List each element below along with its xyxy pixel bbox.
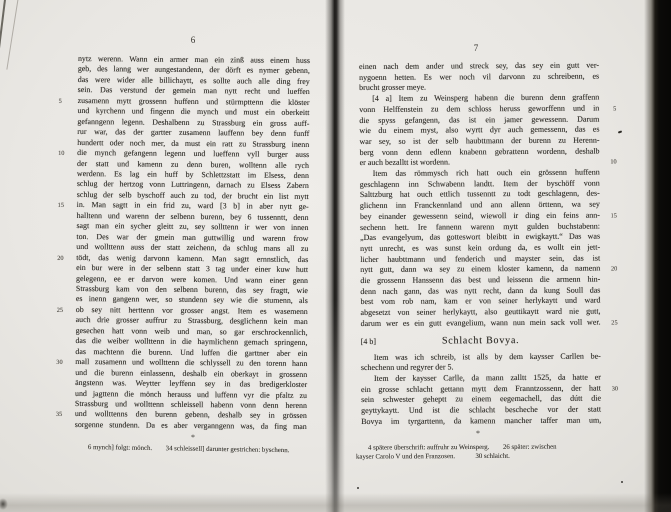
text-line-content: gefanngenn legenn. Deshalbenn zu Strassburg ein gross auff- bbox=[77, 116, 310, 128]
text-line-content: sechenn hett. Ire fannenn warenn mytt gulden buchstabenn: bbox=[359, 221, 601, 232]
text-line-content: Salttzburg hat ouch ettlich tussenntt zu todt geschlagenn, des- bbox=[359, 188, 600, 200]
text-line-content: nytz werenn. Wann ein armer man ein zinß auss einem huss bbox=[77, 54, 310, 66]
text-line-content: war sey, so ist der selb haubttmann der burenn zu Herenn- bbox=[359, 135, 600, 146]
scan-edge-line-left bbox=[0, 0, 6, 51]
text-line-content: tödt, das wenig darvonn kamenn. Man sagtt ernnstlich, das bbox=[76, 252, 309, 264]
text-line-content: sorgenne stundenn. Da es aber verganngenn was, da fing man bbox=[74, 419, 307, 431]
text-line-content: er auch bezalltt ist wordenn. bbox=[359, 157, 451, 168]
text-line-content: und wollttenn auss der statt zeichenn, da schlug mans all zu bbox=[76, 242, 309, 254]
left-page-footnote: 6 mynch] folgt: mönch. 34 schleissell] darunter gestrichen: byschenn. bbox=[87, 443, 290, 455]
line-number: 20 bbox=[57, 254, 64, 262]
text-line-content: Strassburg kam von den selbenn burenn, das sey fragtt, wie bbox=[75, 283, 308, 295]
text-line bbox=[360, 317, 618, 329]
text-line-content: nygoenn hetten. Es wer noch vil darvonn zu schreibenn, es bbox=[359, 71, 600, 82]
left-footnote-separator: * bbox=[191, 433, 195, 442]
line-number: 20 bbox=[610, 265, 618, 273]
text-line-content: und wollttenns den burenn gebenn, deshalb sey in grössen bbox=[74, 409, 307, 421]
text-line-content: Strassburg und wollttenn schleissell habenn vonn denn herenn bbox=[74, 398, 307, 410]
left-page-text-block bbox=[55, 54, 310, 432]
text-line-content: ein bur were in der selbenn statt 3 tag under einer kuw hutt bbox=[76, 263, 309, 275]
text-line-content: die mynch gefangenn legenn und lueffenn vyll burger auss bbox=[77, 148, 310, 160]
text-line-content: abgesetzt von seiner herlykaytt, also geuttikaytt ward nie gutt, bbox=[360, 306, 601, 318]
text-line-content: Item was ich schreib, ist alls by dem kaysser Carllen be- bbox=[373, 351, 601, 362]
line-number: 10 bbox=[58, 149, 65, 157]
text-line-content: werdenn. Es lag ein huff by Schlettzstatt im Elsess, denn bbox=[76, 168, 309, 181]
text-line-content: geschlagenn inn Schwabenn landtt. Item der byschöff vonn bbox=[359, 178, 600, 189]
text-line-content: brucht grosser meye. bbox=[359, 82, 427, 93]
text-line-content: „Das evangelyum, das gotteswort bleibtt in ewigkaytt.“ Das was bbox=[360, 231, 601, 243]
line-number: 10 bbox=[610, 158, 617, 166]
text-line-content: geb, des lanng wer aungestandenn, der dörft es nymer gebenn, bbox=[77, 64, 310, 76]
right-page-number: 7 bbox=[473, 43, 479, 53]
text-line-content: sein schwester geheptt zu einem eegemachell, das dútt die bbox=[361, 393, 602, 405]
line-number: 15 bbox=[57, 202, 65, 210]
text-line-content: geyttykaytt. Und ist die schlacht bescheche vor der statt bbox=[361, 404, 602, 416]
text-line-content: einen nach dem ander und streck sey, das sey ein gutt ver- bbox=[359, 60, 600, 71]
text-line-content: die spyss gefangenn, das ist ein jamer gewessenn. Darum bbox=[359, 114, 600, 125]
text-line-content: zusamenn mytt grossenn huffenn und stürmpttenn die klöster bbox=[77, 95, 310, 107]
text-line-content: Bovya im tyrgarttenn, da kamenn mancher taffer man um, bbox=[361, 415, 602, 426]
text-line-content: vonn Helffenstein zu dem schloss heruss geworffenn und in bbox=[359, 103, 600, 114]
text-line-content: und kyrchenn und fingenn die mynch und must ein oberkeitt bbox=[77, 106, 310, 118]
left-page-number: 6 bbox=[190, 35, 196, 45]
text-line-content: hundertt oder noch mer, da must ein ratt zu Strassburg inenn bbox=[77, 137, 310, 149]
text-line-content: berg vonn denn edlenn knabenn gebrattenn wordenn, deshalb bbox=[359, 146, 600, 157]
scan-speck bbox=[357, 487, 359, 489]
text-line-content: das machtenn die burenn. Und luffen die garttner aber ein bbox=[75, 346, 308, 358]
right-page-text-block bbox=[359, 60, 619, 428]
text-line-content: ton. Des war der gmein man guttwillig und warenn frow bbox=[76, 231, 309, 243]
text-line-content: denn nach gann, das was nytt recht, dann da kung Soull das bbox=[360, 285, 601, 296]
text-line-content: das were wider alle billichaytt, es sollte auch alle ding frey bbox=[77, 74, 310, 86]
text-line-content: ob sey nitt herttenn vor grosser angst. Item es wasemenn bbox=[75, 304, 308, 316]
text-line-content: darum wer es ein gutt evangelium, wann nun mein sack voll wer. bbox=[360, 317, 601, 328]
text-line-content: und jagttenn die mönch herauss und luffenn vyr die pfaltz zu bbox=[75, 388, 308, 400]
text-line-content: schlug der hertzog vonn Luttringenn, darnach zu Elsess Zabern bbox=[76, 179, 309, 191]
scan-speck bbox=[621, 481, 623, 483]
right-footnote-line-1: 4 spätere überschrift: auffruhr zu Weinsperg. 26 später: zwischen bbox=[367, 443, 557, 452]
text-line-content: auch drie grosser auffrur zu Strassburg, desglichenn kein man bbox=[75, 315, 308, 327]
text-line-content: glichenn inn Franckennland und ann allenn örttenn, wa sey bbox=[359, 199, 600, 211]
line-number: 15 bbox=[610, 212, 617, 220]
text-line-content: nytt unrecht, es was sunst kein ordung da, es wollt ein jett- bbox=[360, 242, 601, 253]
text-line-content: und die burenn einlassenn, deshalb ein oberkayt in grossenn bbox=[75, 367, 308, 379]
book-gutter-fade bbox=[325, 300, 345, 512]
text-line-content: ein grosse schlacht gettann mytt dem Franntzossenn, der hatt bbox=[360, 383, 602, 394]
text-line-content: das die weiber wollttenn in die haymlichenn gemach springenn, bbox=[75, 336, 308, 348]
text-line-content: in. Man sagtt in ein frid zu, ward [3 b] in aber nytt ge- bbox=[76, 200, 309, 212]
text-line-content: nytt gutt, dann wa sey zu einem kloster kamenn, da namenn bbox=[360, 263, 601, 275]
margin-mark bbox=[618, 130, 622, 133]
text-line-content: wie du einem myst, also wyrtt dyr auch gemessenn, das es bbox=[359, 124, 600, 136]
scan-bottom-shadow bbox=[0, 493, 671, 512]
text-line-content: mall zusamenn und wollttenn die schlyssell zu den torenn hann bbox=[75, 357, 308, 369]
text-line-content: rur war, das der gartter zusamenn lauffenn bey denn funff bbox=[77, 127, 310, 139]
right-footnote-line-2: kayser Carolo V und den Franzosen. 30 schlaicht. bbox=[356, 453, 510, 461]
text-line-content: schlug der selb byschoff auch zu tod, der brucht ein list mytt bbox=[76, 189, 309, 201]
section-title: Schlacht Bovya. bbox=[441, 334, 520, 347]
text-line-content: licher haubttmann und fenderich und mayster sein, das ist bbox=[360, 253, 601, 264]
text-line-content: sein. Das verstund der gemein man nytt recht und lueffen bbox=[77, 85, 310, 97]
text-line-content: bey einander gewessenn seind, wiewoll ir ding ein feins ann- bbox=[359, 210, 600, 221]
line-number: 5 bbox=[58, 97, 62, 105]
line-number: 35 bbox=[55, 411, 63, 419]
line-number: 25 bbox=[611, 319, 618, 327]
right-footnote-separator: * bbox=[476, 429, 480, 438]
text-line-content: Item der kaysser Carlle, da mann zalltt 1525, da hatte er bbox=[373, 372, 601, 383]
page-edge-shadow-right bbox=[644, 0, 671, 512]
section-heading bbox=[361, 333, 601, 348]
right-page-footnote bbox=[356, 442, 600, 462]
text-line bbox=[75, 420, 307, 432]
text-line-content: sagt man ein sycher gleitt zu, sey sollttenn ir wer von innen bbox=[76, 221, 309, 233]
line-number: 30 bbox=[611, 385, 619, 393]
text-line-content: gelegenn, ee er darvon were komen. Und wann einer genn bbox=[76, 273, 309, 285]
text-line-content: [4 a] Item zu Weinsperg habenn die burenn denn graffenn bbox=[372, 92, 600, 104]
text-line-content: Item das römmysch rich hatt ouch ein grössenn huffenn bbox=[372, 167, 600, 178]
section-marker: [4 b] bbox=[360, 336, 377, 346]
text-line-content: es inenn gangenn wer, so stundenn sey wie die stumenn, als bbox=[75, 294, 308, 306]
text-line-content: die grossenn Hanssenn das best und leissenn die armenn hin- bbox=[360, 274, 601, 286]
text-line-content: best vom rob nam, kam er von seiner herlykaytt und ward bbox=[360, 295, 601, 307]
line-number: 25 bbox=[56, 306, 64, 314]
line-number: 30 bbox=[56, 358, 63, 367]
text-line-content: schechenn und regyrer der 5. bbox=[360, 362, 454, 373]
text-line-content: der statt und kamenn zu denn buren, wolltenn alle rych bbox=[77, 158, 310, 170]
text-line-content: gesechen hatt vonn weib und man, so gar erschrockennlich, bbox=[75, 325, 308, 337]
scan-corner-blot bbox=[0, 498, 8, 510]
page-crease-left bbox=[6, 0, 18, 70]
text-line-content: halltenn und warenn der selbenn burenn, bey 6 tussenntt, denn bbox=[76, 210, 309, 222]
line-number: 5 bbox=[613, 105, 617, 113]
text-line-content: ängstenn was. Weytter leyffenn sey in das bredigerkloster bbox=[75, 378, 308, 390]
text-line bbox=[361, 415, 601, 427]
